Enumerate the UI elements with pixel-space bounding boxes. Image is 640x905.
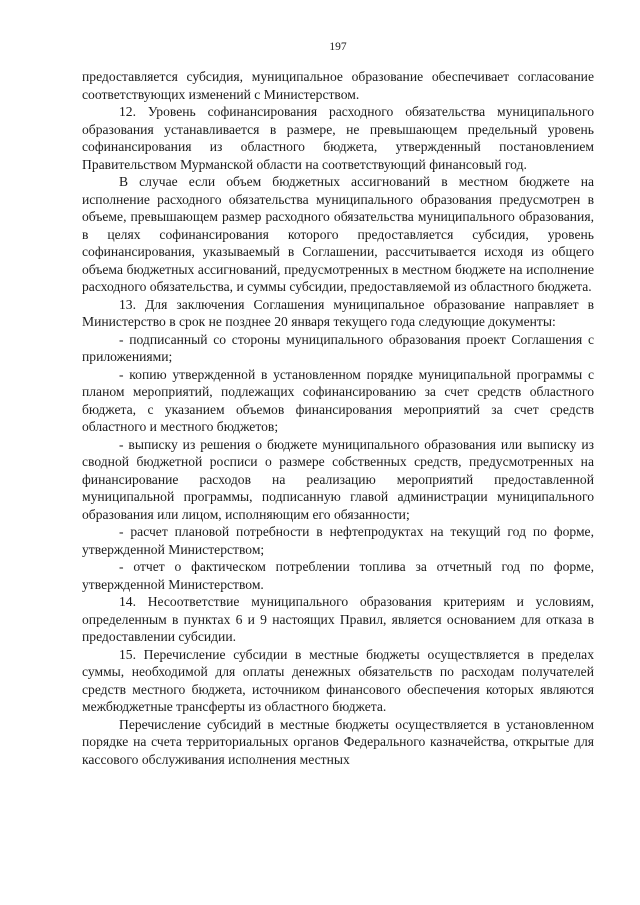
paragraph-transfer: Перечисление субсидий в местные бюджеты осуществляется в установленном порядке на счета территориальных органов Федерального казначейства, открытые для кассового обслуживания исполнения местных [82, 716, 594, 767]
paragraph-item-13: 13. Для заключения Соглашения муниципальное образование направляет в Министерство в срок не позднее 20 января текущего года следующие документы: [82, 296, 594, 329]
document-page [82, 40, 594, 768]
paragraph-item-14: 14. Несоответствие муниципального образования критериям и условиям, определенным в пунктах 6 и 9 настоящих Правил, является основанием для отказа в предоставлении субсидии. [82, 594, 594, 644]
paragraph-cofinancing-case: В случае если объем бюджетных ассигнований в местном бюджете на исполнение расходного обязательства муниципального образования предусмотрен в объеме, превышающем размер расходного обязательства муниципального образования, в целях софинансирования которого предоставляется субсидия, уровень софинансирования, указываемый в Соглашении, рассчитывается исходя из общего объема бюджетных ассигнований, предусмотренных в местном бюджете на исполнение расходного обязательства, и суммы субсидии, предоставляемой из областного бюджета. [82, 174, 594, 294]
paragraph-item-15: 15. Перечисление субсидии в местные бюджеты осуществляется в пределах суммы, необходимой для оплаты денежных обязательств по расходам получателей средств местного бюджета, источником финансового обеспечения которых являются межбюджетные трансферты из областного бюджета. [82, 646, 594, 714]
page-number: 197 [329, 41, 347, 53]
paragraph-continuation: предоставляется субсидия, муниципальное образование обеспечивает согласование соответствующих изменений с Министерством. [82, 69, 594, 102]
list-item-program-copy: - копию утвержденной в установленном порядке муниципальной программы с планом мероприятий, подлежащих софинансированию за счет средств областного бюджета, с указанием объемов финансирования мероприятий за счет средств областного и местного бюджетов; [82, 366, 594, 434]
paragraph-item-12: 12. Уровень софинансирования расходного обязательства муниципального образования устанавливается в размере, не превышающем предельный уровень софинансирования из областного бюджета, утвержденный постановлением Правительством Мурманской области на соответствующий финансовый год. [82, 104, 594, 172]
list-item-agreement-draft: - подписанный со стороны муниципального образования проект Соглашения с приложениями; [82, 331, 594, 364]
list-item-fuel-report: - отчет о фактическом потреблении топлива за отчетный год по форме, утвержденной Министерством. [82, 559, 594, 592]
list-item-budget-extract: - выписку из решения о бюджете муниципального образования или выписку из сводной бюджетной росписи о размере собственных средств, предусмотренных на финансирование расходов на реализацию мероприятий предоставленной муниципальной программы, подписанную главой администрации муниципального образования или лицом, исполняющим его обязанности; [82, 436, 594, 522]
list-item-fuel-calculation: - расчет плановой потребности в нефтепродуктах на текущий год по форме, утвержденной Министерством; [82, 524, 594, 557]
